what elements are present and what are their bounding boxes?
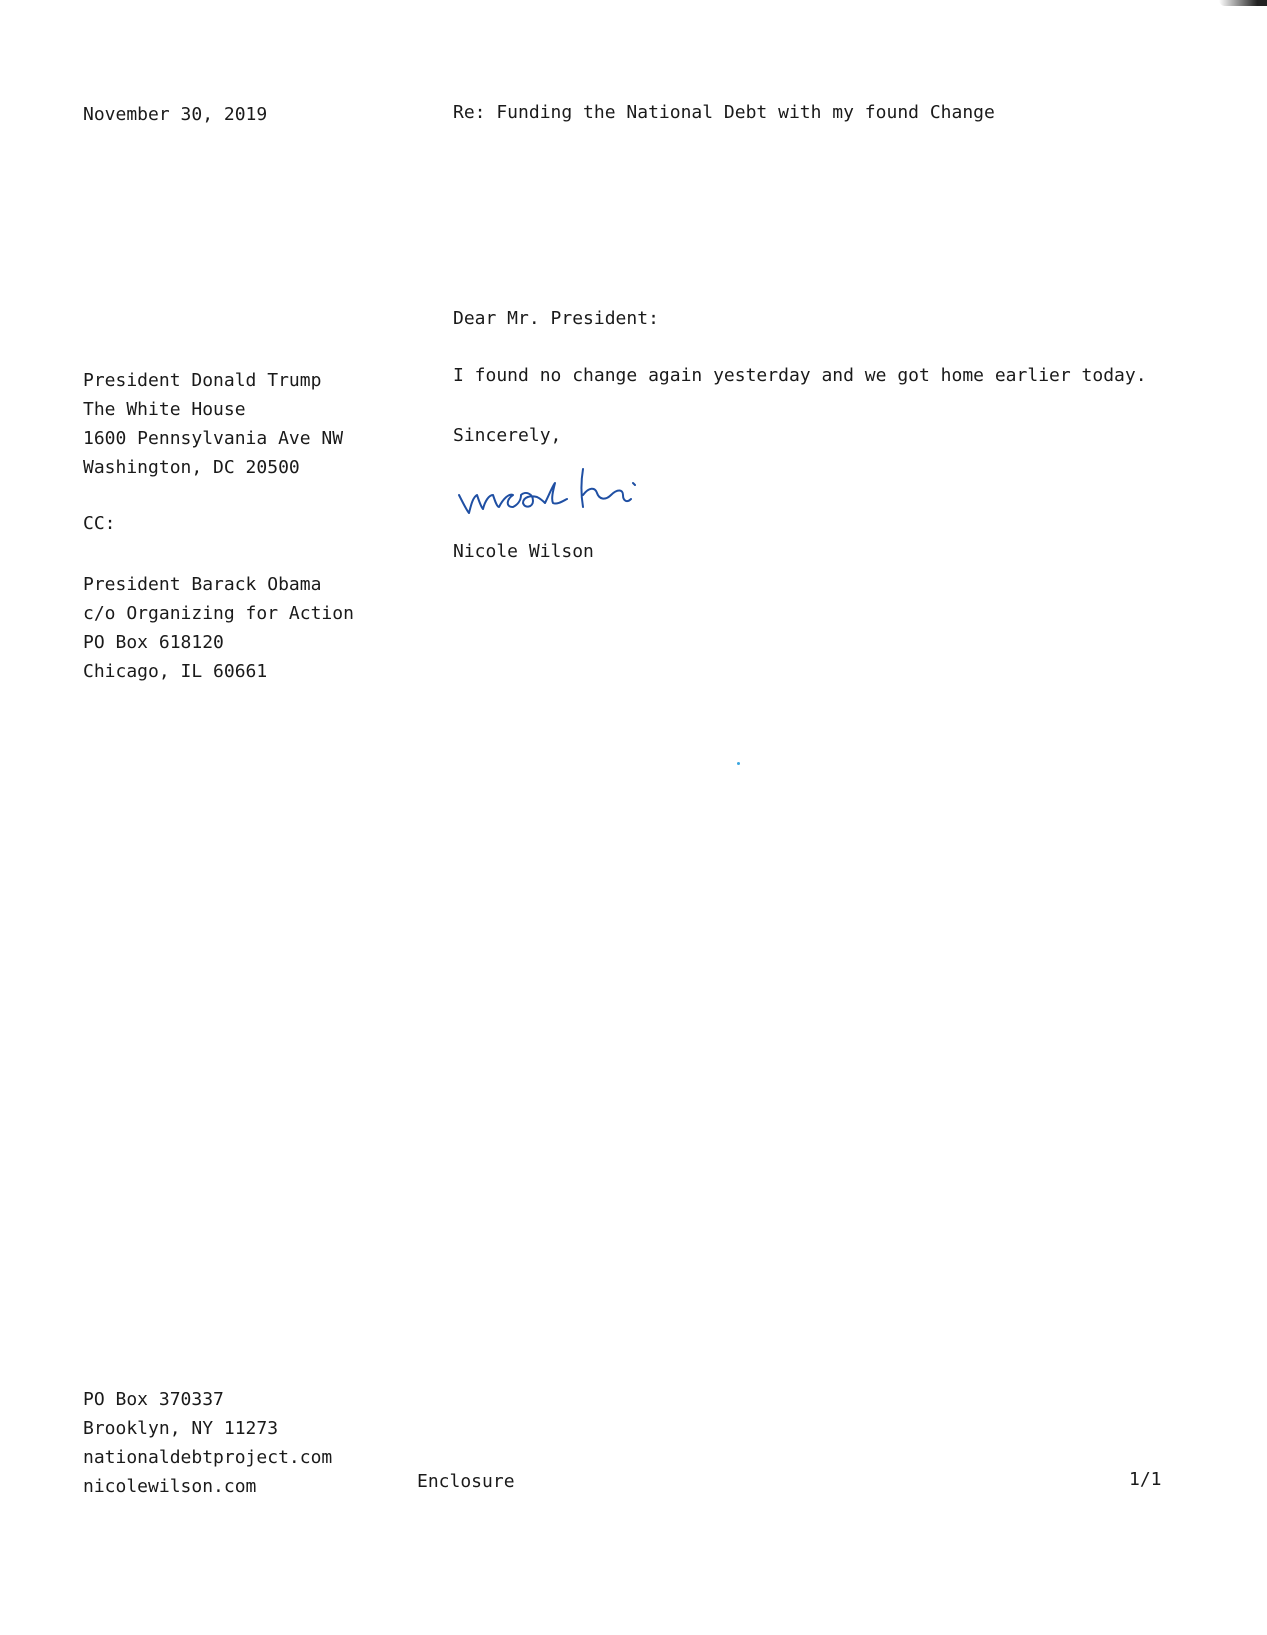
page-number: 1/1 (1129, 1469, 1162, 1490)
cc-label: CC: (83, 513, 116, 534)
recipient-name: President Donald Trump (83, 370, 322, 391)
cc-city: Chicago, IL 60661 (83, 661, 268, 682)
cc-name: President Barack Obama (83, 574, 322, 595)
sender-website-personal: nicolewilson.com (83, 1476, 257, 1497)
letter-date: November 30, 2019 (83, 104, 268, 125)
cc-address (83, 570, 354, 686)
recipient-street: 1600 Pennsylvania Ave NW (83, 428, 344, 449)
recipient-city: Washington, DC 20500 (83, 457, 300, 478)
enclosure-note: Enclosure (417, 1471, 515, 1492)
signer-name: Nicole Wilson (453, 541, 594, 562)
letter-subject: Re: Funding the National Debt with my found Change (453, 102, 995, 123)
sender-city: Brooklyn, NY 11273 (83, 1418, 279, 1439)
handwritten-signature (455, 465, 735, 535)
sender-address (83, 1385, 332, 1501)
letter-closing: Sincerely, (453, 425, 562, 446)
recipient-address (83, 366, 343, 482)
scan-corner-mark (1219, 0, 1267, 6)
cc-organization: c/o Organizing for Action (83, 603, 354, 624)
letter-body: I found no change again yesterday and we got home earlier today. (453, 365, 1147, 386)
recipient-organization: The White House (83, 399, 246, 420)
sender-po-box: PO Box 370337 (83, 1389, 224, 1410)
salutation: Dear Mr. President: (453, 308, 659, 329)
sender-website-project: nationaldebtproject.com (83, 1447, 333, 1468)
ink-speck (737, 762, 740, 765)
cc-po-box: PO Box 618120 (83, 632, 224, 653)
